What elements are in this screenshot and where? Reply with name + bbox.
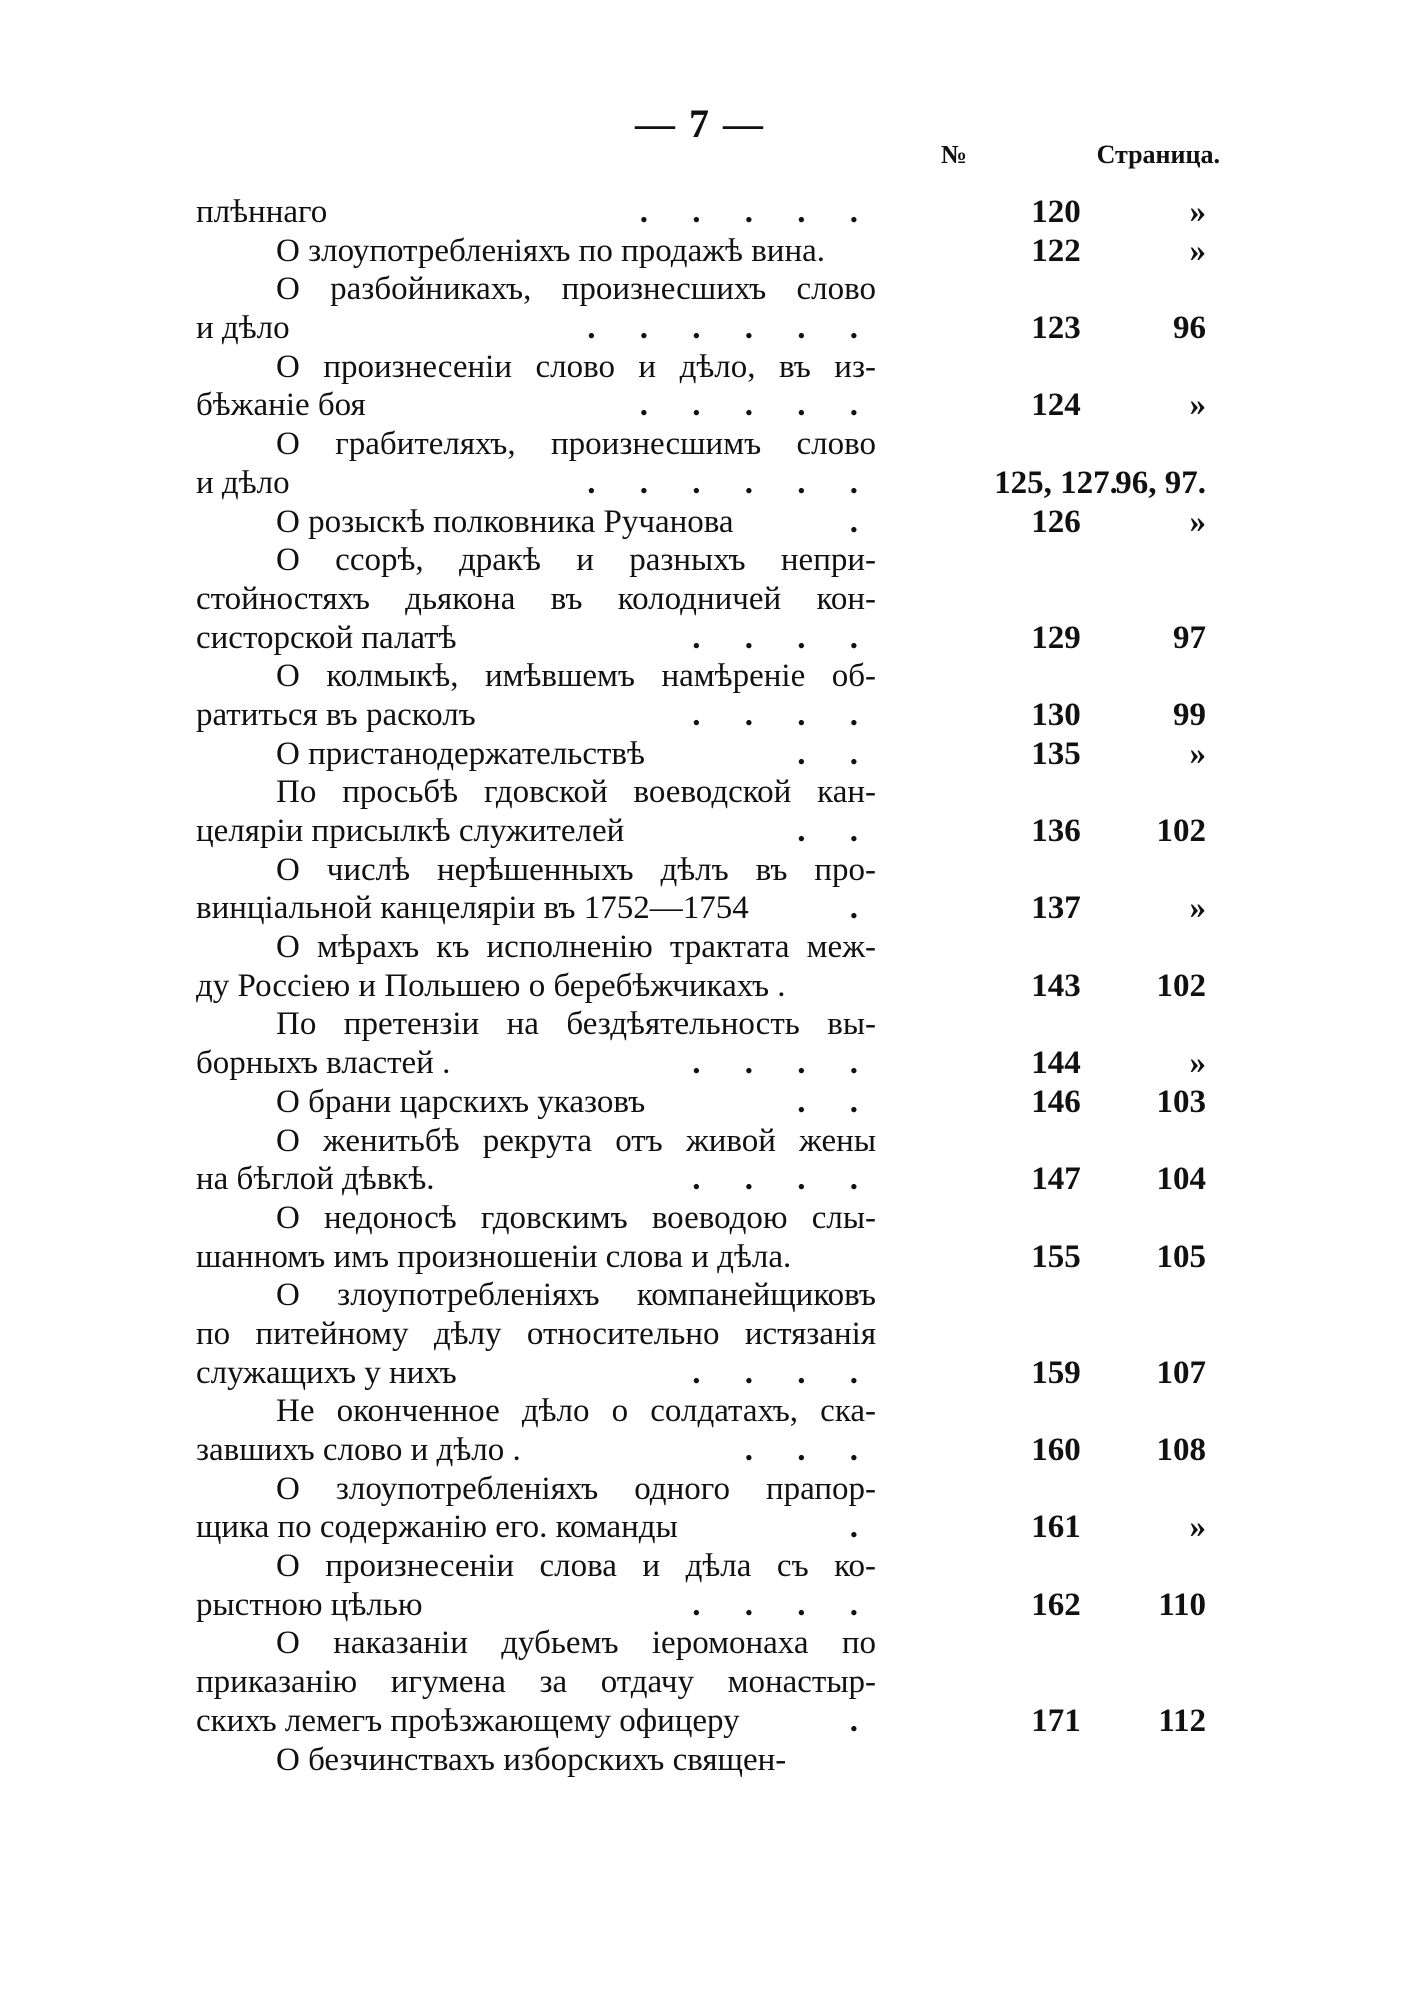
entry-page: 112 bbox=[1158, 1702, 1206, 1739]
entry-text: О числѣ нерѣшенныхъ дѣлъ въ про- bbox=[276, 851, 876, 888]
toc-line bbox=[196, 425, 1206, 464]
toc-entry bbox=[196, 1741, 1206, 1780]
toc-line bbox=[196, 580, 1206, 619]
toc-line bbox=[196, 1586, 1206, 1625]
entry-page: 110 bbox=[1158, 1586, 1206, 1623]
leader-dots: . . bbox=[797, 1083, 876, 1120]
toc-entry bbox=[196, 928, 1206, 1005]
entry-text: О злоупотребленіяхъ одного прапор- bbox=[276, 1470, 876, 1507]
leader-dots: . bbox=[849, 890, 876, 927]
entry-number: 122 bbox=[1031, 232, 1081, 269]
entry-text: О ссорѣ, дракѣ и разныхъ непри- bbox=[276, 542, 876, 579]
toc-line bbox=[196, 1199, 1206, 1238]
toc-entry bbox=[196, 1199, 1206, 1276]
toc-entry bbox=[196, 270, 1206, 347]
entry-page: 103 bbox=[1156, 1083, 1206, 1120]
entry-text: приказанію игумена за отдачу монастыр- bbox=[196, 1664, 876, 1701]
entry-text: ратиться въ расколъ bbox=[196, 696, 476, 733]
entry-text: и дѣло bbox=[196, 310, 290, 347]
toc-entry bbox=[196, 1470, 1206, 1547]
toc-line bbox=[196, 1392, 1206, 1431]
entry-page: 102 bbox=[1156, 967, 1206, 1004]
leader-dots: . . bbox=[797, 813, 876, 849]
leader-dots: . . . . bbox=[692, 1045, 876, 1082]
toc-line bbox=[196, 1624, 1206, 1663]
leader-dots: . . . . . . bbox=[587, 310, 876, 347]
column-header-page: Страница. bbox=[1096, 140, 1220, 169]
entry-page: » bbox=[1189, 1509, 1206, 1546]
entry-text: борныхъ властей . bbox=[196, 1045, 451, 1082]
entry-page: » bbox=[1189, 1045, 1206, 1082]
entry-number: 147 bbox=[1031, 1161, 1081, 1198]
toc-line bbox=[196, 1238, 1206, 1277]
table-of-contents bbox=[196, 193, 1206, 1779]
entry-number: 171 bbox=[1031, 1702, 1081, 1739]
leader-dots: . . bbox=[797, 735, 876, 772]
toc-entry bbox=[196, 773, 1206, 850]
entry-number: 159 bbox=[1031, 1354, 1081, 1391]
toc-entry bbox=[196, 1624, 1206, 1740]
entry-page: 102 bbox=[1156, 813, 1206, 849]
entry-text: По претензіи на бездѣятельность вы- bbox=[276, 1006, 876, 1043]
entry-text: щика по содержанію его. команды bbox=[196, 1509, 678, 1546]
entry-text: целяріи присылкѣ служителей bbox=[196, 813, 625, 849]
toc-line bbox=[196, 270, 1206, 309]
entry-text: О грабителяхъ, произнесшимъ слово bbox=[276, 426, 876, 463]
entry-page: » bbox=[1189, 503, 1206, 540]
entry-number: 162 bbox=[1031, 1586, 1081, 1623]
leader-dots: . bbox=[849, 1509, 876, 1546]
entry-text: на бѣглой дѣвкѣ. bbox=[196, 1161, 435, 1198]
leader-dots: . . . . bbox=[692, 1586, 876, 1623]
entry-text: О розыскѣ полковника Ручанова bbox=[276, 503, 734, 540]
leader-dots: . . . . bbox=[692, 696, 876, 733]
entry-number: 135 bbox=[1031, 735, 1081, 772]
entry-page: 96 bbox=[1173, 310, 1206, 347]
leader-dots: . bbox=[849, 503, 876, 540]
toc-line bbox=[196, 1431, 1206, 1470]
entry-text: рыстною цѣлью bbox=[196, 1586, 423, 1623]
entry-page: » bbox=[1189, 387, 1206, 424]
toc-entry bbox=[196, 1547, 1206, 1624]
toc-line bbox=[196, 193, 1206, 232]
entry-text: О разбойникахъ, произнесшихъ слово bbox=[276, 271, 876, 308]
entry-text: ду Россіею и Польшею о беребѣжчикахъ . bbox=[196, 967, 786, 1004]
entry-text: Не оконченное дѣло о солдатахъ, ска- bbox=[276, 1393, 876, 1430]
entry-text: О произнесеніи слова и дѣла съ ко- bbox=[276, 1548, 876, 1585]
entry-number: 136 bbox=[1031, 813, 1081, 849]
entry-page: 97 bbox=[1173, 619, 1206, 656]
leader-dots: . . . . bbox=[692, 619, 876, 656]
entry-page: 99 bbox=[1173, 696, 1206, 733]
toc-line bbox=[196, 928, 1206, 967]
entry-text: О мѣрахъ къ исполненію трактата меж- bbox=[276, 929, 876, 966]
toc-line bbox=[196, 1470, 1206, 1509]
entry-number: 129 bbox=[1031, 619, 1081, 656]
toc-line bbox=[196, 1741, 1206, 1780]
entry-text: О наказаніи дубьемъ іеромонаха по bbox=[276, 1625, 876, 1662]
toc-line bbox=[196, 348, 1206, 387]
leader-dots: . . . bbox=[744, 1432, 876, 1468]
entry-page: » bbox=[1189, 194, 1206, 230]
toc-line bbox=[196, 1702, 1206, 1741]
leader-dots: . . . . bbox=[692, 1354, 876, 1391]
toc-line bbox=[196, 773, 1206, 812]
leader-dots: . . . . . bbox=[639, 194, 876, 230]
toc-line bbox=[196, 541, 1206, 580]
entry-text: О злоупотребленіяхъ компанейщиковъ bbox=[276, 1277, 876, 1314]
toc-line bbox=[196, 309, 1206, 348]
entry-page: 108 bbox=[1156, 1432, 1206, 1468]
entry-text: служащихъ у нихъ bbox=[196, 1354, 457, 1391]
entry-number: 146 bbox=[1031, 1083, 1081, 1120]
toc-line bbox=[196, 1663, 1206, 1702]
toc-line bbox=[196, 657, 1206, 696]
toc-line bbox=[196, 503, 1206, 542]
toc-line bbox=[196, 1276, 1206, 1315]
toc-entry bbox=[196, 735, 1206, 774]
entry-number: 126 bbox=[1031, 503, 1081, 540]
entry-number: 143 bbox=[1031, 967, 1081, 1004]
toc-line bbox=[196, 1005, 1206, 1044]
entry-number: 155 bbox=[1031, 1238, 1081, 1275]
entry-page: » bbox=[1189, 232, 1206, 269]
toc-entry bbox=[196, 1083, 1206, 1122]
entry-text: и дѣло bbox=[196, 464, 290, 501]
toc-entry bbox=[196, 541, 1206, 657]
entry-text: О колмыкѣ, имѣвшемъ намѣреніе об- bbox=[276, 658, 876, 695]
toc-entry bbox=[196, 193, 1206, 232]
leader-dots: . . . . bbox=[692, 1161, 876, 1198]
entry-number: 161 bbox=[1031, 1509, 1081, 1546]
entry-text: О безчинствахъ изборскихъ священ- bbox=[276, 1741, 787, 1778]
toc-line bbox=[196, 464, 1206, 503]
entry-text: завшихъ слово и дѣло . bbox=[196, 1432, 521, 1468]
entry-text: О брани царскихъ указовъ bbox=[276, 1083, 646, 1120]
toc-line bbox=[196, 696, 1206, 735]
entry-text: О произнесеніи слово и дѣло, въ из- bbox=[276, 348, 876, 385]
entry-page: 107 bbox=[1156, 1354, 1206, 1391]
toc-line bbox=[196, 1122, 1206, 1161]
toc-line bbox=[196, 735, 1206, 774]
toc-line bbox=[196, 851, 1206, 890]
entry-text: бѣжаніе боя bbox=[196, 387, 366, 424]
entry-text: плѣннаго bbox=[196, 194, 328, 230]
toc-line bbox=[196, 1547, 1206, 1586]
page-number: — 7 — bbox=[635, 101, 765, 146]
toc-entry bbox=[196, 657, 1206, 734]
entry-page: 96, 97. bbox=[1115, 464, 1206, 501]
entry-text: По просьбѣ гдовской воеводской кан- bbox=[276, 774, 876, 811]
toc-line bbox=[196, 619, 1206, 658]
entry-text: О женитьбѣ рекрута отъ живой жены bbox=[276, 1122, 876, 1159]
toc-line bbox=[196, 1508, 1206, 1547]
leader-dots: . bbox=[849, 1702, 876, 1739]
entry-text: по питейному дѣлу относительно истязанія bbox=[196, 1315, 876, 1352]
toc-entry bbox=[196, 503, 1206, 542]
entry-text: шанномъ имъ произношеніи слова и дѣла. bbox=[196, 1238, 792, 1275]
entry-page: 104 bbox=[1156, 1161, 1206, 1198]
entry-number: 120 bbox=[1031, 194, 1081, 230]
toc-entry bbox=[196, 1392, 1206, 1469]
toc-line bbox=[196, 812, 1206, 851]
entry-number: 144 bbox=[1031, 1045, 1081, 1082]
entry-number: 125, 127. bbox=[994, 464, 1118, 501]
toc-line bbox=[196, 1083, 1206, 1122]
entry-page: » bbox=[1189, 890, 1206, 927]
entry-page: » bbox=[1189, 735, 1206, 772]
toc-entry bbox=[196, 1005, 1206, 1082]
leader-dots: . . . . . bbox=[639, 387, 876, 424]
entry-number: 137 bbox=[1031, 890, 1081, 927]
column-header-number: № bbox=[940, 140, 968, 169]
toc-line bbox=[196, 1354, 1206, 1393]
toc-line bbox=[196, 967, 1206, 1006]
toc-entry bbox=[196, 851, 1206, 928]
toc-entry bbox=[196, 1122, 1206, 1199]
toc-line bbox=[196, 889, 1206, 928]
toc-entry bbox=[196, 232, 1206, 271]
toc-line bbox=[196, 1315, 1206, 1354]
entry-number: 124 bbox=[1031, 387, 1081, 424]
toc-line bbox=[196, 232, 1206, 271]
entry-text: стойностяхъ дьякона въ колодничей кон- bbox=[196, 580, 876, 617]
entry-text: О недоносѣ гдовскимъ воеводою слы- bbox=[276, 1199, 876, 1236]
toc-line bbox=[196, 1044, 1206, 1083]
toc-line bbox=[196, 1160, 1206, 1199]
toc-line bbox=[196, 386, 1206, 425]
entry-page: 105 bbox=[1156, 1238, 1206, 1275]
entry-number: 160 bbox=[1031, 1432, 1081, 1468]
toc-entry bbox=[196, 1276, 1206, 1392]
entry-number: 123 bbox=[1031, 310, 1081, 347]
toc-entry bbox=[196, 425, 1206, 502]
entry-text: систорской палатѣ bbox=[196, 619, 457, 656]
entry-text: О пристанодержательствѣ bbox=[276, 735, 645, 772]
leader-dots: . . . . . . bbox=[587, 464, 876, 501]
entry-number: 130 bbox=[1031, 696, 1081, 733]
entry-text: скихъ лемегъ проѣзжающему офицеру bbox=[196, 1702, 740, 1739]
toc-entry bbox=[196, 348, 1206, 425]
entry-text: О злоупотребленіяхъ по продажѣ вина. bbox=[276, 232, 825, 269]
entry-text: винціальной канцеляріи въ 1752—1754 bbox=[196, 890, 749, 927]
